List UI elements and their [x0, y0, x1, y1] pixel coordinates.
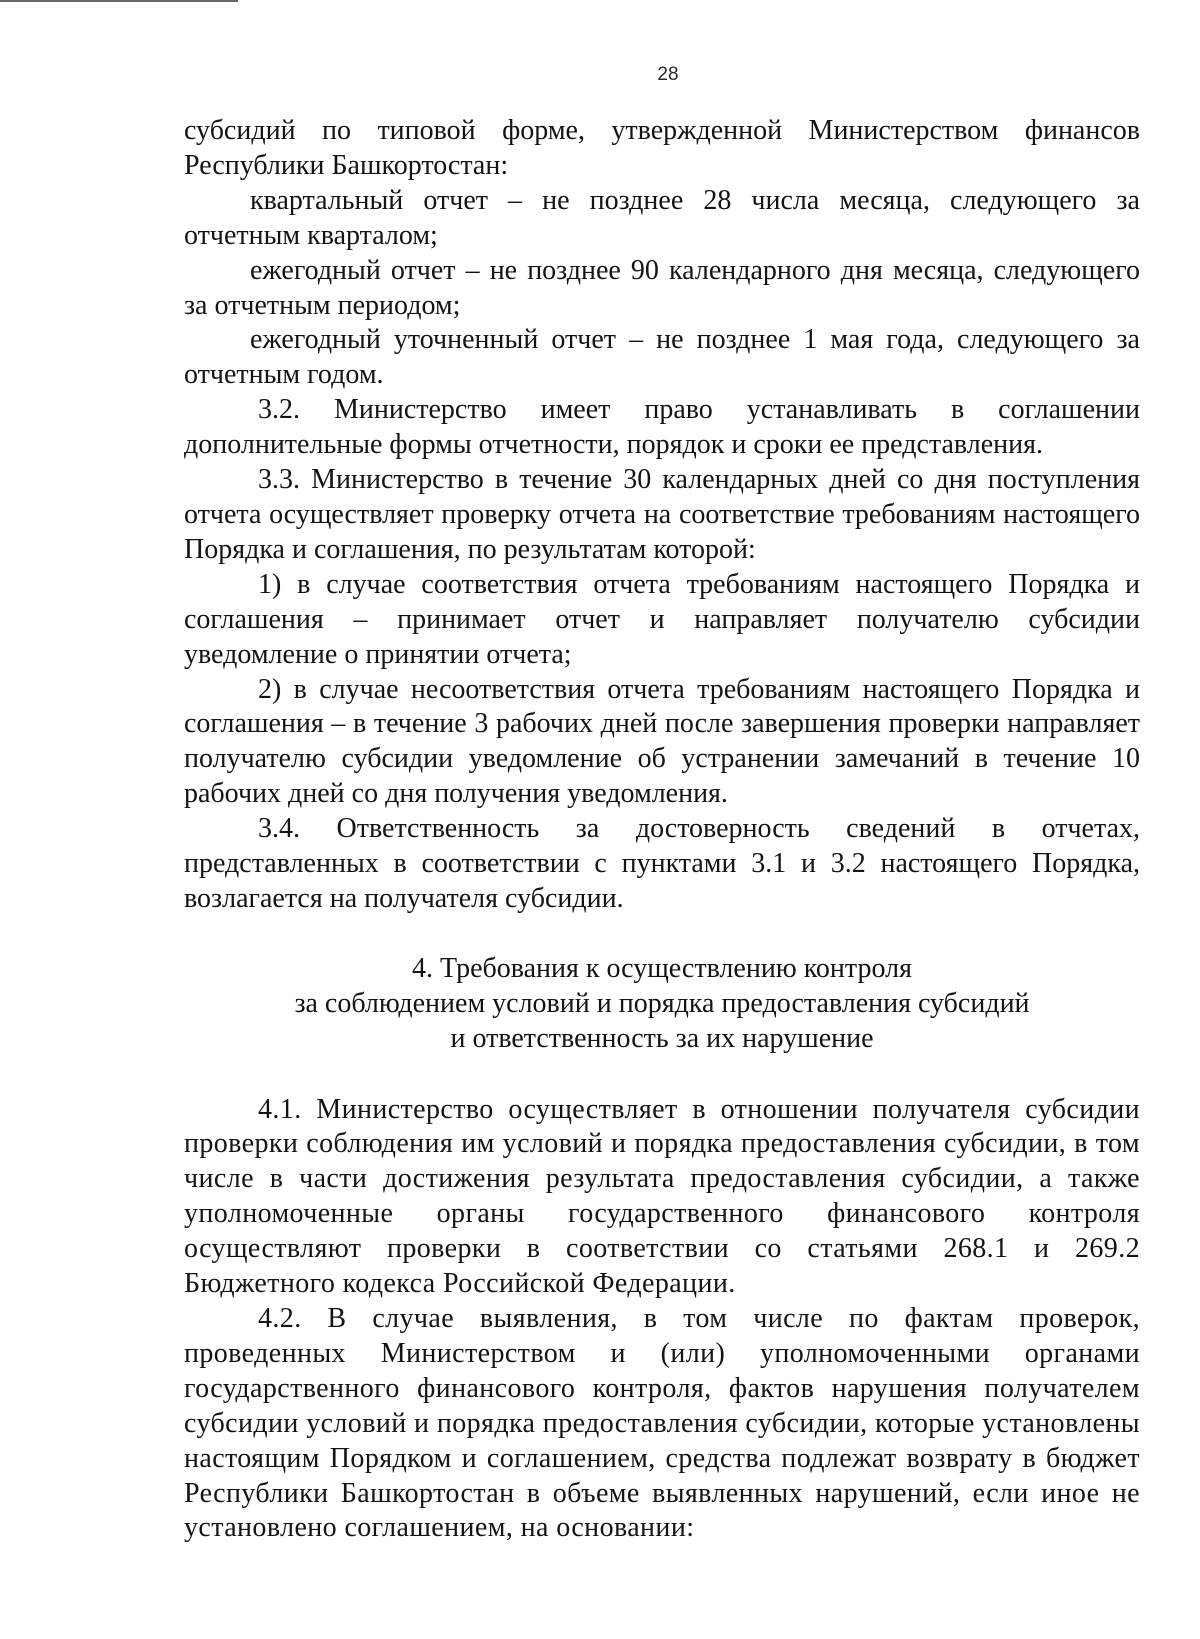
paragraph-4-2: 4.2. В случае выявления, в том числе по фактам проверок, проведенных Министерством и (или) уполномоченными органами государственного финансового контроля, фактов нарушения получателем субсидии условий и порядка предоставления субсидии, которые установлены настоящим Порядком и соглашением, средства подлежат возврату в бюджет Республики Башкортостан в объеме выявленных нарушений, если иное не установлено соглашением, на основании:: [184, 1303, 1140, 1544]
paragraph-report-form: субсидий по типовой форме, утвержденной Министерством финансов Республики Башкортостан:: [184, 115, 1140, 181]
document-body: [184, 114, 1140, 1546]
scan-edge-line: [0, 0, 238, 2]
section-heading-line: 4. Требования к осуществлению контроля: [412, 952, 912, 984]
section-4-heading: [184, 952, 1140, 1057]
page-number: 28: [657, 64, 679, 85]
section-heading-line: за соблюдением условий и порядка предоставления субсидий: [294, 987, 1030, 1019]
paragraph-quarterly-report: квартальный отчет – не позднее 28 числа месяца, следующего за отчетным кварталом;: [184, 184, 1140, 251]
paragraph-3-4: 3.4. Ответственность за достоверность сведений в отчетах, представленных в соответствии с пунктами 3.1 и 3.2 настоящего Порядка, возлагается на получателя субсидии.: [184, 813, 1140, 914]
paragraph-annual-refined-report: ежегодный уточненный отчет – не позднее 1 мая года, следующего за отчетным годом.: [184, 324, 1140, 391]
paragraph-3-2: 3.2. Министерство имеет право устанавливать в соглашении дополнительные формы отчетности, порядок и сроки ее представления.: [184, 394, 1140, 461]
section-heading-line: и ответственность за их нарушение: [450, 1022, 874, 1054]
paragraph-3-3: 3.3. Министерство в течение 30 календарных дней со дня поступления отчета осуществляет проверку отчета на соответствие требованиям настоящего Порядка и соглашения, по результатам которой:: [184, 464, 1140, 565]
paragraph-3-3-item-2: 2) в случае несоответствия отчета требованиям настоящего Порядка и соглашения – в течение 3 рабочих дней после завершения проверки направляет получателю субсидии уведомление об устранении замечаний в течение 10 рабочих дней со дня получения уведомления.: [184, 673, 1140, 810]
paragraph-4-1: 4.1. Министерство осуществляет в отношении получателя субсидии проверки соблюдения им условий и порядка предоставления субсидии, в том числе в части достижения результата предоставления субсидии, а также уполномоченные органы государственного финансового контроля осуществляют проверки в соответствии со статьями 268.1 и 269.2 Бюджетного кодекса Российской Федерации.: [184, 1093, 1140, 1300]
paragraph-3-3-item-1: 1) в случае соответствия отчета требованиям настоящего Порядка и соглашения – принимает отчет и направляет получателю субсидии уведомление о принятии отчета;: [184, 568, 1140, 670]
paragraph-annual-report: ежегодный отчет – не позднее 90 календарного дня месяца, следующего за отчетным периодом;: [184, 254, 1140, 321]
